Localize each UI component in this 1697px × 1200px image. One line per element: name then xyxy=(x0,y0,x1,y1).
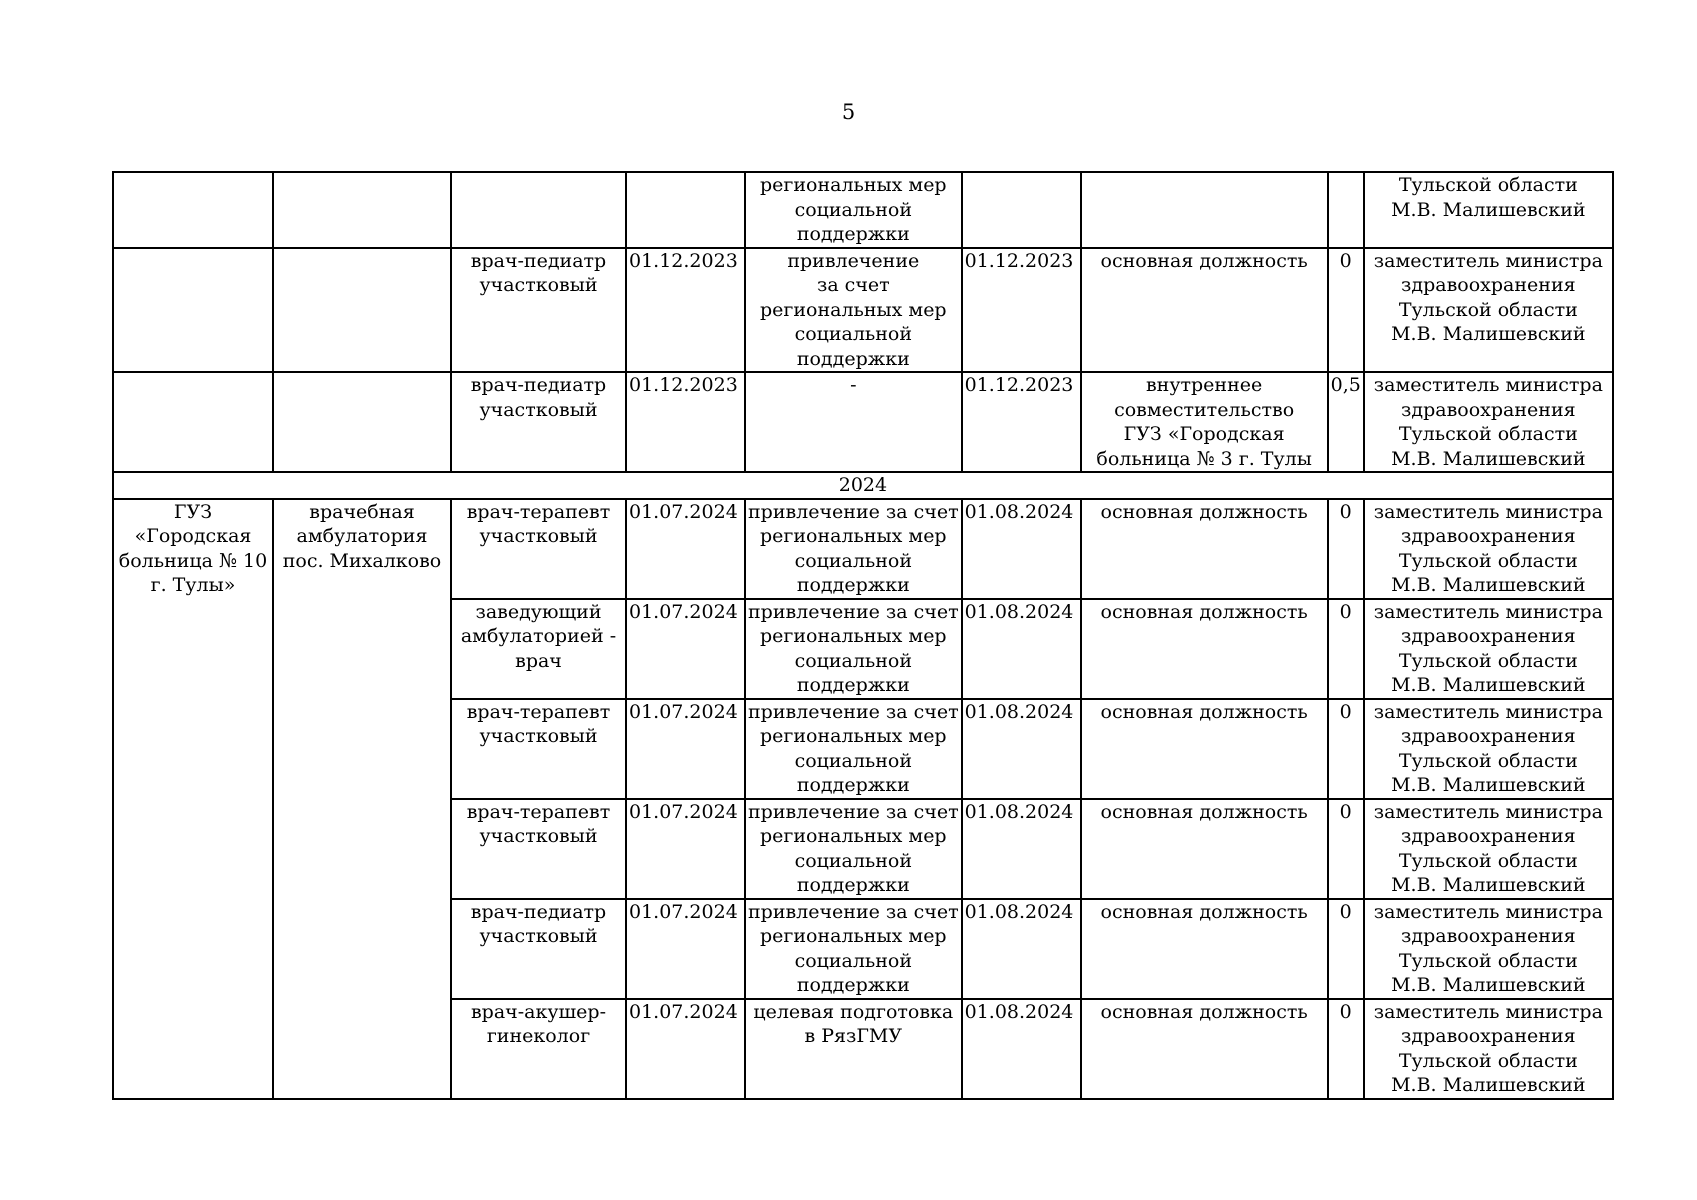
position-cell-line: заведующий xyxy=(475,600,602,623)
employment-cell-line: основная должность xyxy=(1100,249,1308,272)
end-date-cell: 01.12.2023 xyxy=(962,372,1081,472)
position-cell-line: врач-акушер- xyxy=(470,1000,607,1023)
position-cell-line: врач-педиатр xyxy=(470,374,607,396)
employment-cell xyxy=(1081,599,1328,699)
position-cell-line: участковый xyxy=(479,274,598,296)
unit-cell xyxy=(273,172,451,248)
employment-cell-line: ГУЗ «Городская xyxy=(1123,423,1285,445)
method-cell-line: - xyxy=(850,374,857,396)
start-date-cell xyxy=(626,172,745,248)
unit-cell xyxy=(273,372,451,472)
employment-cell-line: больница № 3 г. Тулы xyxy=(1096,447,1312,470)
method-cell-line: поддержки xyxy=(796,774,910,796)
position-cell xyxy=(451,248,626,373)
method-cell-line: региональных мер xyxy=(760,298,947,321)
position-cell xyxy=(451,599,626,699)
end-date-cell: 01.08.2024 xyxy=(962,899,1081,999)
employment-cell-line: совместительство xyxy=(1114,398,1295,421)
employment-cell-line: основная должность xyxy=(1100,900,1308,923)
method-cell xyxy=(745,699,962,799)
start-date-cell: 01.07.2024 xyxy=(626,599,745,699)
employment-cell xyxy=(1081,899,1328,999)
position-cell xyxy=(451,499,626,599)
method-cell-line: поддержки xyxy=(796,874,910,896)
position-cell-line: врач-терапевт xyxy=(466,500,611,523)
rate-cell: 0 xyxy=(1328,799,1364,899)
approver-cell-line: заместитель министра xyxy=(1373,1000,1603,1023)
approver-cell xyxy=(1364,699,1613,799)
approver-cell-line: заместитель министра xyxy=(1373,374,1603,396)
employment-cell-line: основная должность xyxy=(1100,1000,1308,1023)
approver-cell-line: М.В. Малишевский xyxy=(1391,323,1586,345)
approver-cell-line: здравоохранения xyxy=(1401,925,1576,947)
approver-cell-line: здравоохранения xyxy=(1401,525,1576,547)
rate-cell xyxy=(1328,172,1364,248)
unit-cell-line: врачебная xyxy=(309,500,415,523)
position-cell-line: гинеколог xyxy=(486,1025,591,1047)
approver-cell-line: Тульской области xyxy=(1398,849,1578,872)
approver-cell-line: М.В. Малишевский xyxy=(1391,198,1586,221)
approver-cell-line: Тульской области xyxy=(1398,949,1578,972)
year-label: 2024 xyxy=(113,472,1613,499)
rate-cell: 0 xyxy=(1328,899,1364,999)
position-cell-line: участковый xyxy=(479,825,598,847)
method-cell-line: социальной xyxy=(794,749,913,772)
approver-cell-line: здравоохранения xyxy=(1401,725,1576,747)
position-cell xyxy=(451,699,626,799)
end-date-cell: 01.08.2024 xyxy=(962,999,1081,1099)
end-date-cell: 01.08.2024 xyxy=(962,499,1081,599)
start-date-cell: 01.12.2023 xyxy=(626,248,745,373)
rate-cell: 0 xyxy=(1328,699,1364,799)
method-cell xyxy=(745,999,962,1099)
employment-cell xyxy=(1081,372,1328,472)
organization-cell-line: больница № 10 xyxy=(118,549,268,572)
method-cell-line: социальной xyxy=(794,849,913,872)
position-cell xyxy=(451,899,626,999)
method-cell-line: социальной xyxy=(794,198,913,221)
employment-cell xyxy=(1081,799,1328,899)
approver-cell xyxy=(1364,372,1613,472)
approver-cell-line: заместитель министра xyxy=(1373,900,1603,923)
method-cell-line: поддержки xyxy=(796,223,910,245)
position-cell xyxy=(451,999,626,1099)
position-cell xyxy=(451,372,626,472)
approver-cell-line: М.В. Малишевский xyxy=(1391,574,1586,596)
approver-cell-line: здравоохранения xyxy=(1401,625,1576,647)
method-cell-line: региональных мер xyxy=(760,725,947,747)
position-cell-line: амбулаторией - xyxy=(460,625,617,647)
organization-cell-line: ГУЗ xyxy=(173,500,213,523)
approver-cell-line: заместитель министра xyxy=(1373,600,1603,623)
method-cell-line: региональных мер xyxy=(760,925,947,947)
employment-cell xyxy=(1081,999,1328,1099)
approver-cell-line: Тульской области xyxy=(1398,749,1578,772)
end-date-cell: 01.08.2024 xyxy=(962,599,1081,699)
position-cell-line: врач-педиатр xyxy=(470,249,607,272)
position-cell-line: участковый xyxy=(479,398,598,421)
method-cell xyxy=(745,499,962,599)
approver-cell-line: Тульской области xyxy=(1398,549,1578,572)
approver-cell-line: М.В. Малишевский xyxy=(1391,447,1586,470)
method-cell-line: в РязГМУ xyxy=(804,1025,903,1047)
approver-cell xyxy=(1364,799,1613,899)
method-cell-line: привлечение за счет xyxy=(748,500,959,523)
approver-cell-line: М.В. Малишевский xyxy=(1391,874,1586,896)
table-row xyxy=(113,499,1613,599)
approver-cell-line: здравоохранения xyxy=(1401,274,1576,296)
position-cell-line: участковый xyxy=(479,525,598,547)
unit-cell-line: амбулатория xyxy=(296,525,428,547)
method-cell-line: социальной xyxy=(794,649,913,672)
start-date-cell: 01.07.2024 xyxy=(626,499,745,599)
end-date-cell: 01.12.2023 xyxy=(962,248,1081,373)
organization-cell xyxy=(113,372,273,472)
end-date-cell xyxy=(962,172,1081,248)
unit-cell xyxy=(273,248,451,373)
position-cell-line: участковый xyxy=(479,725,598,747)
approver-cell-line: Тульской области xyxy=(1398,423,1578,445)
approver-cell-line: заместитель министра xyxy=(1373,700,1603,723)
approver-cell xyxy=(1364,599,1613,699)
method-cell-line: региональных мер xyxy=(760,525,947,547)
approver-cell-line: Тульской области xyxy=(1398,649,1578,672)
method-cell xyxy=(745,248,962,373)
employment-cell-line: основная должность xyxy=(1100,500,1308,523)
approver-cell-line: заместитель министра xyxy=(1373,500,1603,523)
staffing-table xyxy=(112,171,1614,1100)
approver-cell-line: М.В. Малишевский xyxy=(1391,674,1586,696)
position-cell-line: врач-терапевт xyxy=(466,700,611,723)
table-row xyxy=(113,172,1613,248)
method-cell xyxy=(745,799,962,899)
approver-cell-line: заместитель министра xyxy=(1373,249,1603,272)
employment-cell-line: основная должность xyxy=(1100,800,1308,823)
start-date-cell: 01.07.2024 xyxy=(626,799,745,899)
organization-cell-line: г. Тулы» xyxy=(150,574,236,596)
method-cell-line: привлечение xyxy=(787,249,920,272)
table-body-2024 xyxy=(113,499,1613,1099)
position-cell-line: врач-педиатр xyxy=(470,900,607,923)
table-body-year xyxy=(113,472,1613,499)
rate-cell: 0 xyxy=(1328,999,1364,1099)
method-cell-line: поддержки xyxy=(796,674,910,696)
method-cell-line: поддержки xyxy=(796,347,910,370)
start-date-cell: 01.12.2023 xyxy=(626,372,745,472)
method-cell-line: социальной xyxy=(794,949,913,972)
method-cell-line: региональных мер xyxy=(760,825,947,847)
position-cell xyxy=(451,172,626,248)
approver-cell-line: Тульской области xyxy=(1398,174,1578,196)
position-cell-line: врач xyxy=(515,649,562,672)
method-cell-line: за счет xyxy=(816,274,890,296)
method-cell-line: поддержки xyxy=(796,974,910,996)
end-date-cell: 01.08.2024 xyxy=(962,699,1081,799)
method-cell xyxy=(745,899,962,999)
unit-cell xyxy=(273,499,451,1099)
method-cell xyxy=(745,599,962,699)
approver-cell xyxy=(1364,248,1613,373)
organization-cell xyxy=(113,172,273,248)
start-date-cell: 01.07.2024 xyxy=(626,699,745,799)
employment-cell xyxy=(1081,499,1328,599)
approver-cell xyxy=(1364,999,1613,1099)
employment-cell xyxy=(1081,699,1328,799)
method-cell-line: привлечение за счет xyxy=(748,900,959,923)
page-number: 5 xyxy=(841,100,856,124)
organization-cell xyxy=(113,499,273,1099)
organization-cell xyxy=(113,248,273,373)
approver-cell-line: М.В. Малишевский xyxy=(1391,974,1586,996)
position-cell-line: врач-терапевт xyxy=(466,800,611,823)
year-row xyxy=(113,472,1613,499)
method-cell-line: социальной xyxy=(794,549,913,572)
approver-cell-line: М.В. Малишевский xyxy=(1391,1074,1586,1096)
approver-cell xyxy=(1364,499,1613,599)
approver-cell xyxy=(1364,899,1613,999)
approver-cell-line: заместитель министра xyxy=(1373,800,1603,823)
method-cell-line: привлечение за счет xyxy=(748,700,959,723)
method-cell xyxy=(745,372,962,472)
method-cell-line: целевая подготовка xyxy=(753,1000,954,1023)
approver-cell-line: Тульской области xyxy=(1398,1049,1578,1072)
employment-cell xyxy=(1081,248,1328,373)
table-row xyxy=(113,372,1613,472)
employment-cell-line: основная должность xyxy=(1100,700,1308,723)
approver-cell-line: здравоохранения xyxy=(1401,1025,1576,1047)
approver-cell-line: М.В. Малишевский xyxy=(1391,774,1586,796)
employment-cell-line: внутреннее xyxy=(1145,374,1263,396)
approver-cell-line: здравоохранения xyxy=(1401,825,1576,847)
position-cell xyxy=(451,799,626,899)
method-cell-line: поддержки xyxy=(796,574,910,596)
rate-cell: 0,5 xyxy=(1328,372,1364,472)
rate-cell: 0 xyxy=(1328,599,1364,699)
unit-cell-line: пос. Михалково xyxy=(282,549,442,572)
method-cell-line: региональных мер xyxy=(760,625,947,647)
method-cell-line: социальной xyxy=(794,323,913,345)
start-date-cell: 01.07.2024 xyxy=(626,899,745,999)
employment-cell xyxy=(1081,172,1328,248)
end-date-cell: 01.08.2024 xyxy=(962,799,1081,899)
rate-cell: 0 xyxy=(1328,499,1364,599)
method-cell xyxy=(745,172,962,248)
method-cell-line: региональных мер xyxy=(760,174,947,196)
method-cell-line: привлечение за счет xyxy=(748,600,959,623)
organization-cell-line: «Городская xyxy=(134,525,252,547)
approver-cell-line: здравоохранения xyxy=(1401,398,1576,421)
position-cell-line: участковый xyxy=(479,925,598,947)
rate-cell: 0 xyxy=(1328,248,1364,373)
start-date-cell: 01.07.2024 xyxy=(626,999,745,1099)
method-cell-line: привлечение за счет xyxy=(748,800,959,823)
approver-cell xyxy=(1364,172,1613,248)
employment-cell-line: основная должность xyxy=(1100,600,1308,623)
table-row xyxy=(113,248,1613,373)
approver-cell-line: Тульской области xyxy=(1398,298,1578,321)
table-body-2023 xyxy=(113,172,1613,472)
